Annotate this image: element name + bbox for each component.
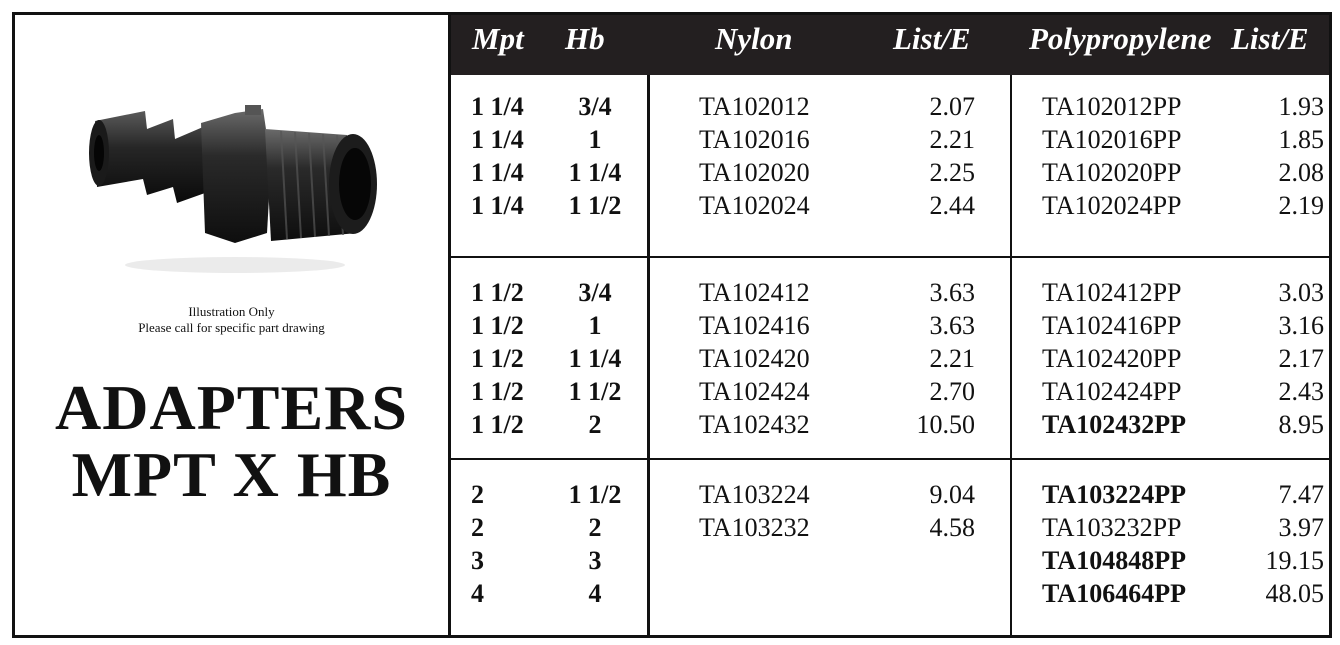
cell-hb: 1 1/2 [568, 480, 622, 509]
cell-mpt: 1 1/2 [471, 344, 524, 373]
cell-nylon-price: 2.44 [929, 191, 975, 220]
cell-mpt: 1 1/2 [471, 278, 524, 307]
table-row [15, 309, 1329, 342]
cell-nylon-part: TA102424 [699, 377, 810, 406]
table-row [15, 90, 1329, 123]
title-mpt-x-hb: MPT X HB [71, 439, 392, 510]
cell-nylon-part: TA102412 [699, 278, 810, 307]
header-nylon: Nylon [715, 21, 793, 56]
cell-mpt: 2 [471, 480, 484, 509]
cell-hb: 1 [588, 125, 602, 154]
cell-poly-part: TA106464PP [1042, 579, 1186, 608]
cell-mpt: 1 1/4 [471, 92, 524, 121]
cell-poly-price: 2.08 [1278, 158, 1324, 187]
cell-nylon-price: 2.70 [929, 377, 975, 406]
header-nylon-list: List/E [893, 21, 971, 56]
cell-mpt: 1 1/4 [471, 191, 524, 220]
cell-poly-price: 3.16 [1278, 311, 1324, 340]
cell-poly-price: 1.85 [1278, 125, 1324, 154]
cell-poly-part: TA102416PP [1042, 311, 1182, 340]
cell-hb: 2 [588, 410, 602, 439]
cell-poly-part: TA102432PP [1042, 410, 1186, 439]
cell-poly-part: TA102412PP [1042, 278, 1182, 307]
table-row [15, 156, 1329, 189]
cell-hb: 1 1/4 [568, 158, 622, 187]
cell-mpt: 1 1/2 [471, 377, 524, 406]
cell-nylon-part: TA103224 [699, 480, 810, 509]
cell-mpt: 1 1/2 [471, 311, 524, 340]
cell-nylon-price: 2.21 [929, 344, 975, 373]
cell-mpt: 1 1/4 [471, 125, 524, 154]
cell-poly-price: 2.19 [1278, 191, 1324, 220]
cell-nylon-price: 3.63 [929, 311, 975, 340]
table-row [15, 342, 1329, 375]
cell-poly-price: 2.17 [1278, 344, 1324, 373]
cell-nylon-part: TA102016 [699, 125, 810, 154]
cell-poly-price: 3.97 [1278, 513, 1324, 542]
table-header [451, 15, 1329, 75]
cell-mpt: 4 [471, 579, 484, 608]
cell-nylon-price: 3.63 [929, 278, 975, 307]
table-row [15, 511, 1329, 544]
cell-nylon-part: TA102024 [699, 191, 810, 220]
cell-nylon-price: 2.21 [929, 125, 975, 154]
cell-nylon-part: TA102432 [699, 410, 810, 439]
cell-nylon-part: TA103232 [699, 513, 810, 542]
cell-poly-price: 3.03 [1278, 278, 1324, 307]
header-mpt: Mpt [472, 21, 524, 56]
cell-mpt: 1 1/4 [471, 158, 524, 187]
cell-hb: 3 [588, 546, 602, 575]
cell-hb: 2 [588, 513, 602, 542]
cell-poly-price: 8.95 [1278, 410, 1324, 439]
cell-mpt: 1 1/2 [471, 410, 524, 439]
table-row [15, 544, 1329, 577]
table-row [15, 375, 1329, 408]
cell-poly-price: 1.93 [1278, 92, 1324, 121]
cell-hb: 1 [588, 311, 602, 340]
cell-mpt: 2 [471, 513, 484, 542]
cell-poly-part: TA103232PP [1042, 513, 1182, 542]
cell-poly-part: TA102016PP [1042, 125, 1182, 154]
caption-call-for-drawing: Please call for specific part drawing [138, 320, 325, 335]
cell-nylon-price: 2.07 [929, 92, 975, 121]
cell-poly-part: TA103224PP [1042, 480, 1186, 509]
cell-hb: 4 [588, 579, 602, 608]
cell-hb: 1 1/2 [568, 377, 622, 406]
caption-illustration-only: Illustration Only [188, 304, 275, 319]
cell-nylon-part: TA102416 [699, 311, 810, 340]
cell-hb: 3/4 [578, 278, 612, 307]
cell-poly-part: TA104848PP [1042, 546, 1186, 575]
cell-nylon-price: 2.25 [929, 158, 975, 187]
cell-nylon-part: TA102420 [699, 344, 810, 373]
cell-hb: 3/4 [578, 92, 612, 121]
table-row [15, 123, 1329, 156]
title-adapters: ADAPTERS [55, 372, 408, 443]
cell-mpt: 3 [471, 546, 484, 575]
cell-poly-part: TA102012PP [1042, 92, 1182, 121]
header-polypropylene: Polypropylene [1029, 21, 1212, 56]
header-hb: Hb [565, 21, 605, 56]
cell-poly-price: 2.43 [1278, 377, 1324, 406]
cell-hb: 1 1/2 [568, 191, 622, 220]
table-row [15, 577, 1329, 610]
cell-poly-part: TA102020PP [1042, 158, 1182, 187]
table-row [15, 478, 1329, 511]
cell-poly-price: 19.15 [1265, 546, 1324, 575]
cell-nylon-price: 9.04 [929, 480, 975, 509]
cell-nylon-part: TA102012 [699, 92, 810, 121]
cell-poly-price: 48.05 [1265, 579, 1324, 608]
cell-poly-part: TA102424PP [1042, 377, 1182, 406]
header-poly-list: List/E [1231, 21, 1309, 56]
cell-poly-price: 7.47 [1278, 480, 1324, 509]
cell-poly-part: TA102420PP [1042, 344, 1182, 373]
table-row [15, 408, 1329, 441]
cell-nylon-part: TA102020 [699, 158, 810, 187]
cell-poly-part: TA102024PP [1042, 191, 1182, 220]
divider-group-2 [451, 458, 1329, 460]
divider-group-1 [451, 256, 1329, 258]
cell-nylon-price: 4.58 [929, 513, 975, 542]
price-sheet [12, 12, 1332, 638]
cell-hb: 1 1/4 [568, 344, 622, 373]
table-row [15, 189, 1329, 222]
table-row [15, 276, 1329, 309]
cell-nylon-price: 10.50 [916, 410, 975, 439]
